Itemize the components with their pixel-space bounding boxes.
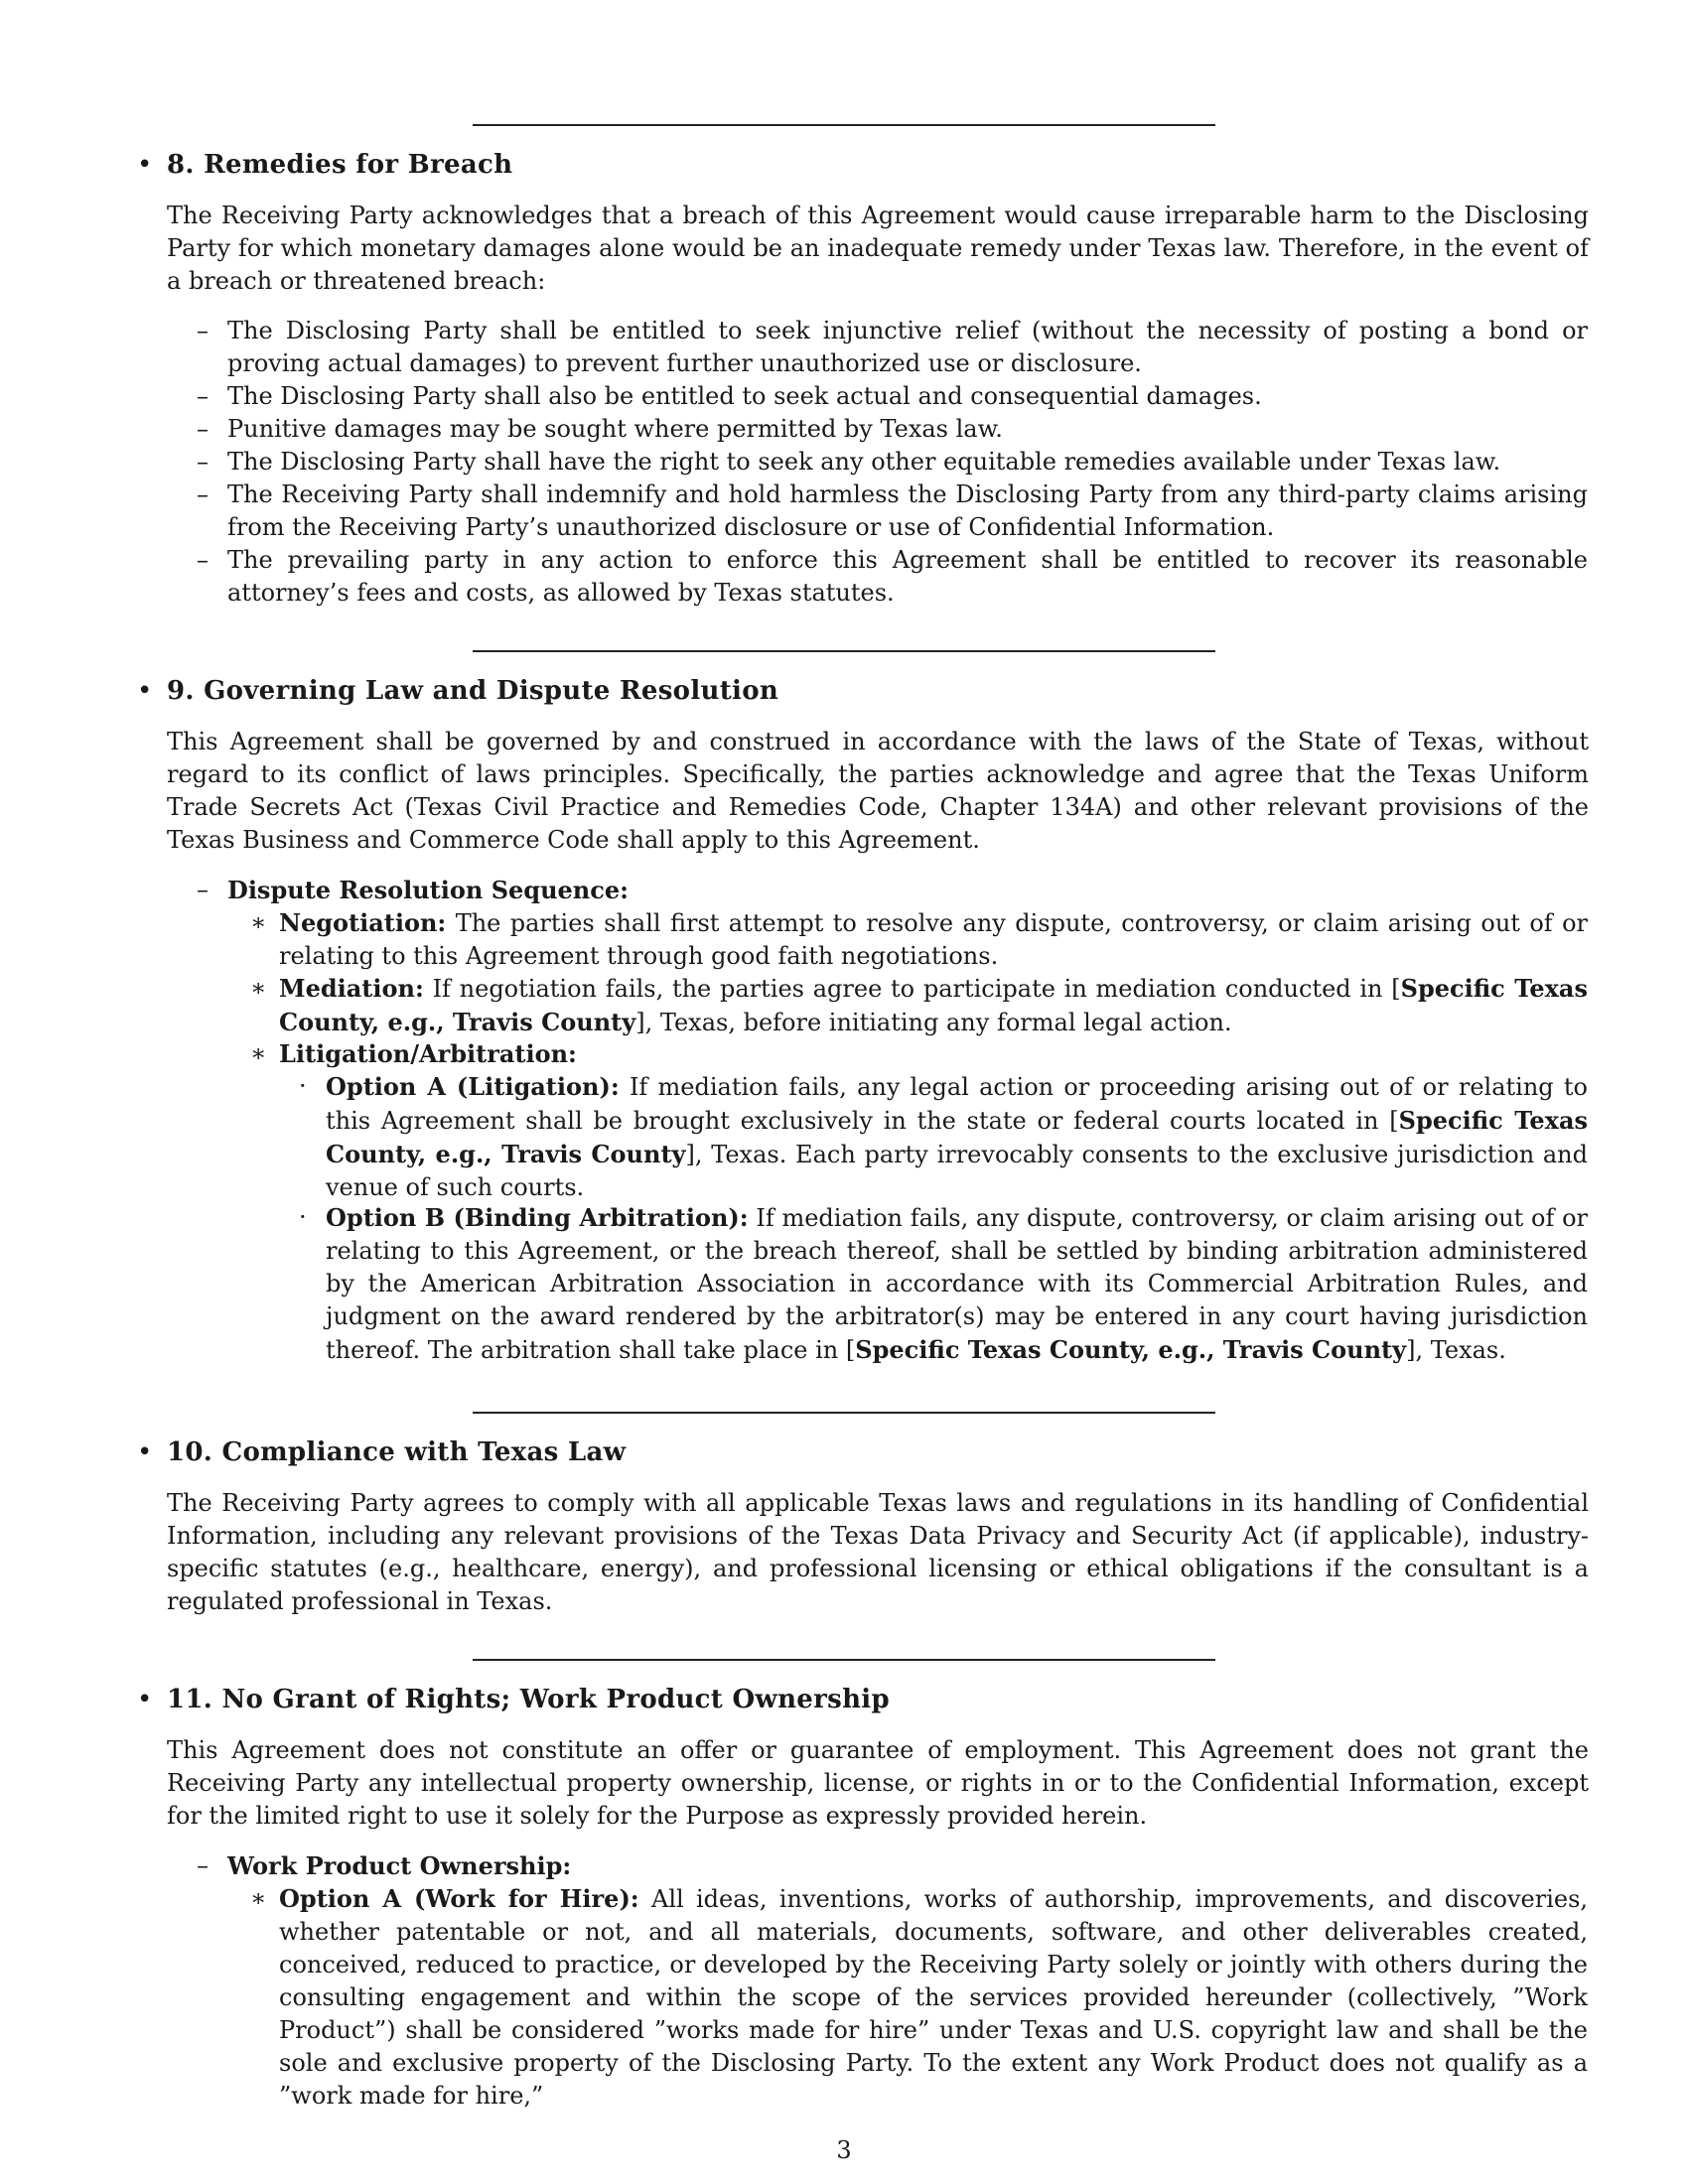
item-label: Option B (Binding Arbitration): (326, 1203, 749, 1232)
section-10-intro: The Receiving Party agrees to comply with all applicable Texas laws and regulations in its handling of Confidential Information, including any relevant provisions of the Texas Data Privacy and Security Act (if applicable), industry-specific statutes (e.g., healthcare, energy), and professional licensing or ethical obligations if the consultant is a regulated professional in Texas. (167, 1489, 1589, 1615)
section-11-heading: 11. No Grant of Rights; Work Product Ownership (167, 1685, 890, 1714)
work-for-hire-item (279, 1882, 1588, 2113)
county-placeholder: Specific Texas County, e.g., Travis County (855, 1335, 1407, 1364)
dash-marker: – (197, 876, 209, 903)
list-item: The prevailing party in any action to enforce this Agreement shall be entitled to recover its reasonable attorney’s fees and costs, as allowed by Texas statutes. (227, 546, 1588, 607)
section-divider (473, 1412, 1215, 1414)
dash-marker: – (197, 317, 209, 344)
work-product-heading (227, 1849, 1588, 1883)
option-a-litigation-item (326, 1070, 1588, 1204)
section-9-heading: 9. Governing Law and Dispute Resolution (167, 676, 779, 706)
subheading-label: Dispute Resolution Sequence: (227, 876, 629, 904)
litigation-arbitration-item (279, 1037, 1588, 1071)
section-8-intro: The Receiving Party acknowledges that a breach of this Agreement would cause irreparable harm to the Disclosing Party for which monetary damages alone would be an inadequate remedy under Texas law. Therefore, in the event of a breach or threatened breach: (167, 202, 1589, 295)
item-label: Option A (Work for Hire): (279, 1884, 639, 1913)
county-placeholder: Specific Texas County, e.g., Travis County (279, 974, 1588, 1036)
list-item: The Receiving Party shall indemnify and hold harmless the Disclosing Party from any third-party claims arising from the Receiving Party’s unauthorized disclosure or use of Confidential Information. (227, 480, 1588, 541)
page-number: 3 (836, 2136, 852, 2164)
section-9-intro: This Agreement shall be governed by and construed in accordance with the laws of the State of Texas, without regard to its conflict of laws principles. Specifically, the parties acknowledge and agree that the Texas Uniform Trade Secrets Act (Texas Civil Practice and Remedies Code, Chapter 134A) and other relevant provisions of the Texas Business and Commerce Code shall apply to this Agreement. (167, 728, 1589, 854)
option-b-arbitration-item (326, 1201, 1588, 1367)
section-divider (473, 124, 1215, 126)
item-text: If negotiation fails, the parties agree to participate in mediation conducted in [ (432, 975, 1401, 1003)
subheading-label: Work Product Ownership: (227, 1851, 572, 1880)
item-text: If mediation fails, any legal action or proceeding arising out of or relating to this Agreement shall be brought exclusively in the state or federal courts located in [ (326, 1073, 1588, 1135)
dash-marker: – (197, 415, 209, 443)
county-placeholder: Specific Texas County, e.g., Travis County (326, 1106, 1589, 1168)
section-divider (473, 650, 1215, 652)
dash-marker: – (197, 382, 209, 410)
section-11-intro: This Agreement does not constitute an offer or guarantee of employment. This Agreement does not grant the Receiving Party any intellectual property ownership, license, or rights in or to the Confidential Information, except for the limited right to use it solely for the Purpose as expressly provided herein. (167, 1736, 1589, 1830)
item-label: Option A (Litigation): (326, 1072, 620, 1101)
asterisk-marker: ∗ (250, 1884, 267, 1912)
dash-marker: – (197, 546, 209, 574)
item-label: Mediation: (279, 974, 424, 1003)
list-item: The Disclosing Party shall be entitled to seek injunctive relief (without the necessity of posting a bond or proving actual damages) to prevent further unauthorized use or disclosure. (227, 317, 1588, 377)
asterisk-marker: ∗ (250, 908, 267, 936)
item-text: ], Texas. Each party irrevocably consents to the exclusive jurisdiction and venue of such courts. (326, 1141, 1589, 1201)
section-10-heading: 10. Compliance with Texas Law (167, 1437, 627, 1467)
item-text: The parties shall first attempt to resolve any dispute, controversy, or claim arising out of or relating to this Agreement through good faith negotiations. (279, 909, 1588, 970)
asterisk-marker: ∗ (250, 1039, 267, 1067)
item-text: ], Texas, before initiating any formal legal action. (635, 1009, 1232, 1036)
item-text: ], Texas. (1406, 1336, 1506, 1364)
dash-marker: – (197, 1851, 209, 1879)
mediation-item (279, 972, 1588, 1039)
dash-marker: – (197, 480, 209, 508)
list-item: The Disclosing Party shall also be entitled to seek actual and consequential damages. (227, 382, 1262, 410)
list-item: The Disclosing Party shall have the right to seek any other equitable remedies available under Texas law. (227, 448, 1501, 476)
dispute-resolution-heading (227, 874, 1588, 907)
bullet-marker: • (137, 1685, 153, 1714)
list-item: Punitive damages may be sought where permitted by Texas law. (227, 415, 1003, 443)
negotiation-item (279, 906, 1588, 973)
asterisk-marker: ∗ (250, 974, 267, 1002)
dot-marker: · (299, 1203, 307, 1231)
dash-marker: – (197, 448, 209, 476)
item-label: Negotiation: (279, 908, 447, 937)
section-divider (473, 1659, 1215, 1661)
item-text: If mediation fails, any dispute, controversy, or claim arising out of or relating to this Agreement, or the breach thereof, shall be settled by binding arbitration administered by the American Arbitration Association in accordance with its Commercial Arbitration Rules, and judgment on the award rendered by the arbitrator(s) may be entered in any court having jurisdiction thereof. The arbitration shall take place in [ (326, 1204, 1588, 1364)
bullet-marker: • (137, 150, 153, 180)
bullet-marker: • (137, 1437, 153, 1467)
item-label: Litigation/Arbitration: (279, 1039, 577, 1068)
dot-marker: · (299, 1072, 307, 1100)
item-text: All ideas, inventions, works of authorship, improvements, and discoveries, whether patentable or not, and all materials, documents, software, and other deliverables created, conceived, reduced to practice, or developed by the Receiving Party solely or jointly with others during the consulting engagement and within the scope of the services provided hereunder (collectively, ”Work Product”) shall be considered ”works made for hire” under Texas and U.S. copyright law and shall be the sole and exclusive property of the Disclosing Party. To the extent any Work Product does not qualify as a ”work made for hire,” (279, 1885, 1589, 2110)
bullet-marker: • (137, 676, 153, 706)
section-8-heading: 8. Remedies for Breach (167, 150, 513, 180)
